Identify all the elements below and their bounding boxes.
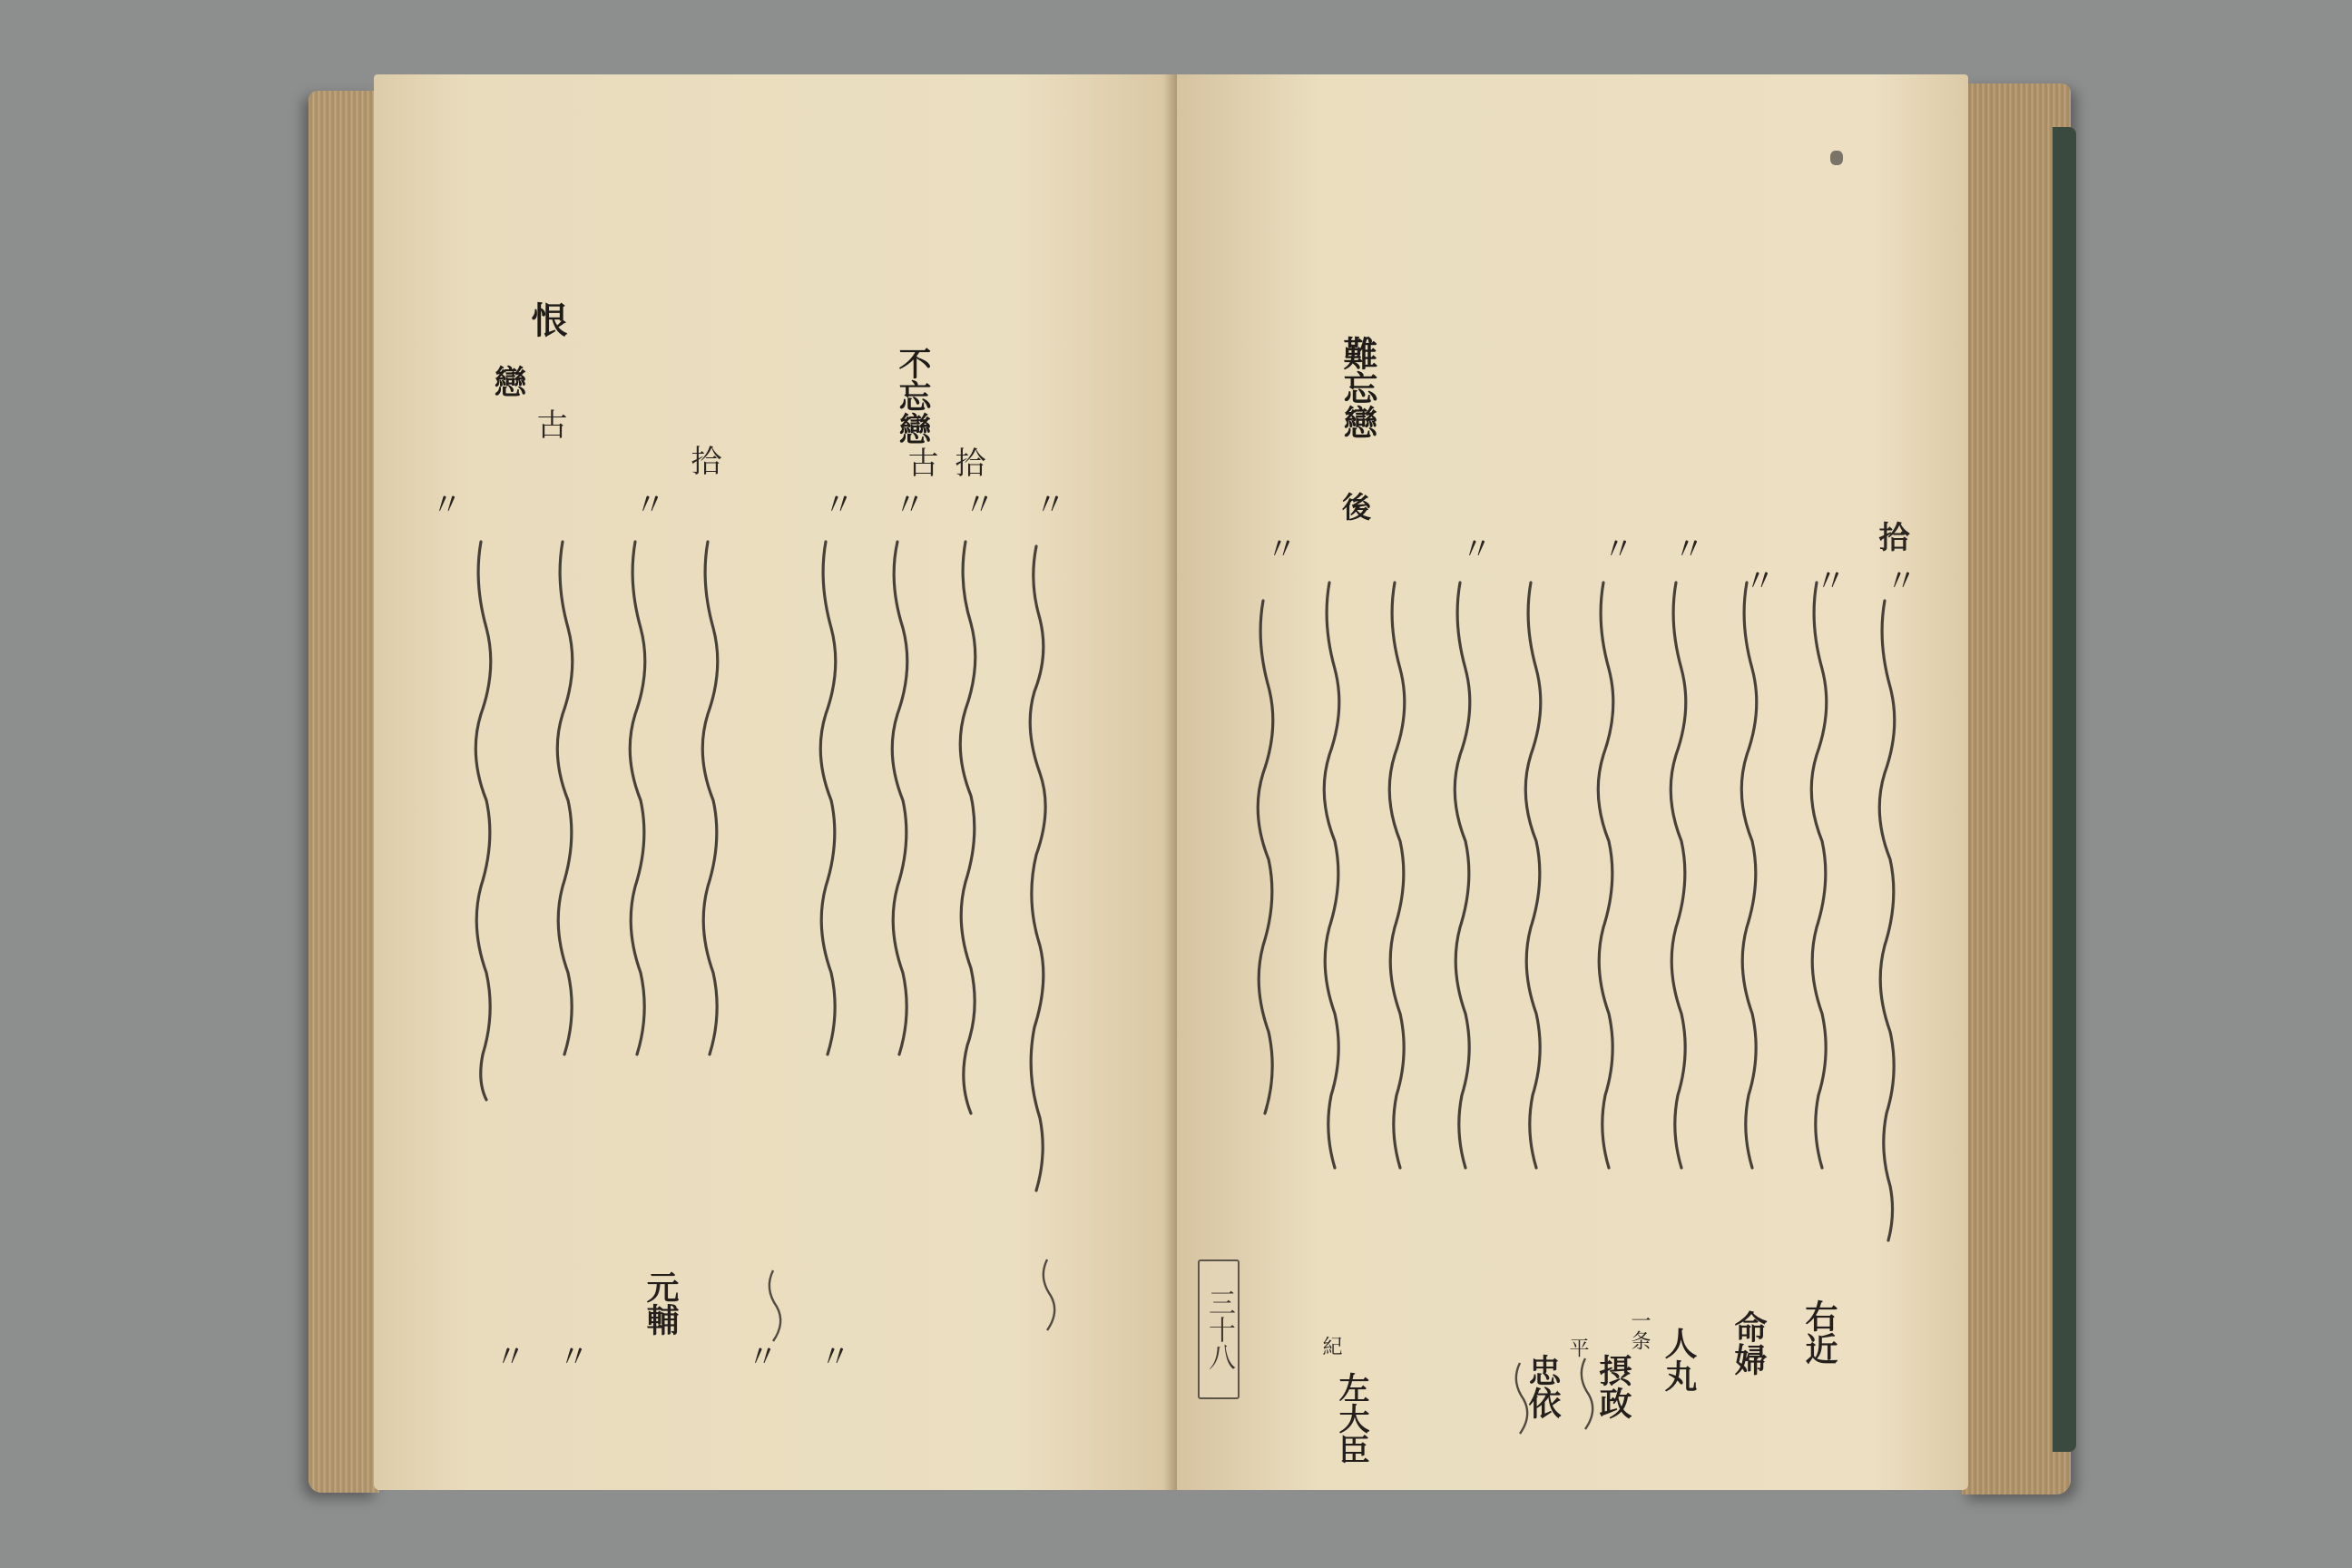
ditto-mark: 〃 [818,488,854,519]
ditto-mark: 〃 [1668,533,1704,564]
heading-fuboren: 不忘戀 [894,347,932,445]
source-label: 拾 [685,445,721,475]
ditto-mark: 〃 [1260,533,1297,564]
ditto-mark: 〃 [1739,564,1775,595]
ditto-mark: 〃 [888,488,925,519]
ink-smudge [1830,151,1843,165]
ditto-mark: 〃 [1455,533,1492,564]
right-page [1177,74,1968,1490]
ditto-mark: 〃 [489,1340,525,1371]
left-page-script-strokes [374,74,1177,1490]
author-motosuke: 元輔 [642,1270,680,1336]
author-myobu: 命婦 [1730,1310,1768,1376]
source-label: 古 [531,408,567,439]
author-hitomaro: 人丸 [1660,1327,1698,1392]
ditto-mark: 〃 [1029,488,1065,519]
author-sadaijin: 左大臣 [1333,1372,1369,1465]
right-page-script-strokes [1177,74,1968,1490]
source-label: 拾 [1873,521,1909,552]
source-label: 古 [902,446,938,477]
heading-go: 後 [1338,492,1372,521]
ditto-mark: 〃 [1880,564,1916,595]
ditto-mark: 〃 [553,1340,589,1371]
ditto-mark: 〃 [814,1340,850,1371]
ditto-mark: 〃 [741,1340,778,1371]
book-cover-edge [2053,127,2076,1452]
ditto-mark: 〃 [1809,564,1846,595]
page-number-box: 三十八 [1198,1259,1240,1399]
prefix-ki: 紀 [1319,1336,1342,1356]
prefix-ichijo: 一条 [1628,1310,1651,1350]
source-label: 拾 [949,446,985,477]
author-tadayori: 忠依 [1524,1354,1562,1419]
heading-kon: 恨 [525,301,568,338]
heading-ren: 戀 [489,365,527,397]
heading-nanboren: 難忘戀 [1338,336,1378,439]
ditto-mark: 〃 [958,488,995,519]
left-page-edges [309,91,379,1493]
prefix-taira: 平 [1566,1338,1589,1357]
author-ukon: 右近 [1800,1299,1838,1365]
ditto-mark: 〃 [426,488,462,519]
left-page [374,74,1177,1490]
author-sessho: 摂政 [1594,1354,1632,1419]
ditto-mark: 〃 [629,488,665,519]
ditto-mark: 〃 [1597,533,1633,564]
